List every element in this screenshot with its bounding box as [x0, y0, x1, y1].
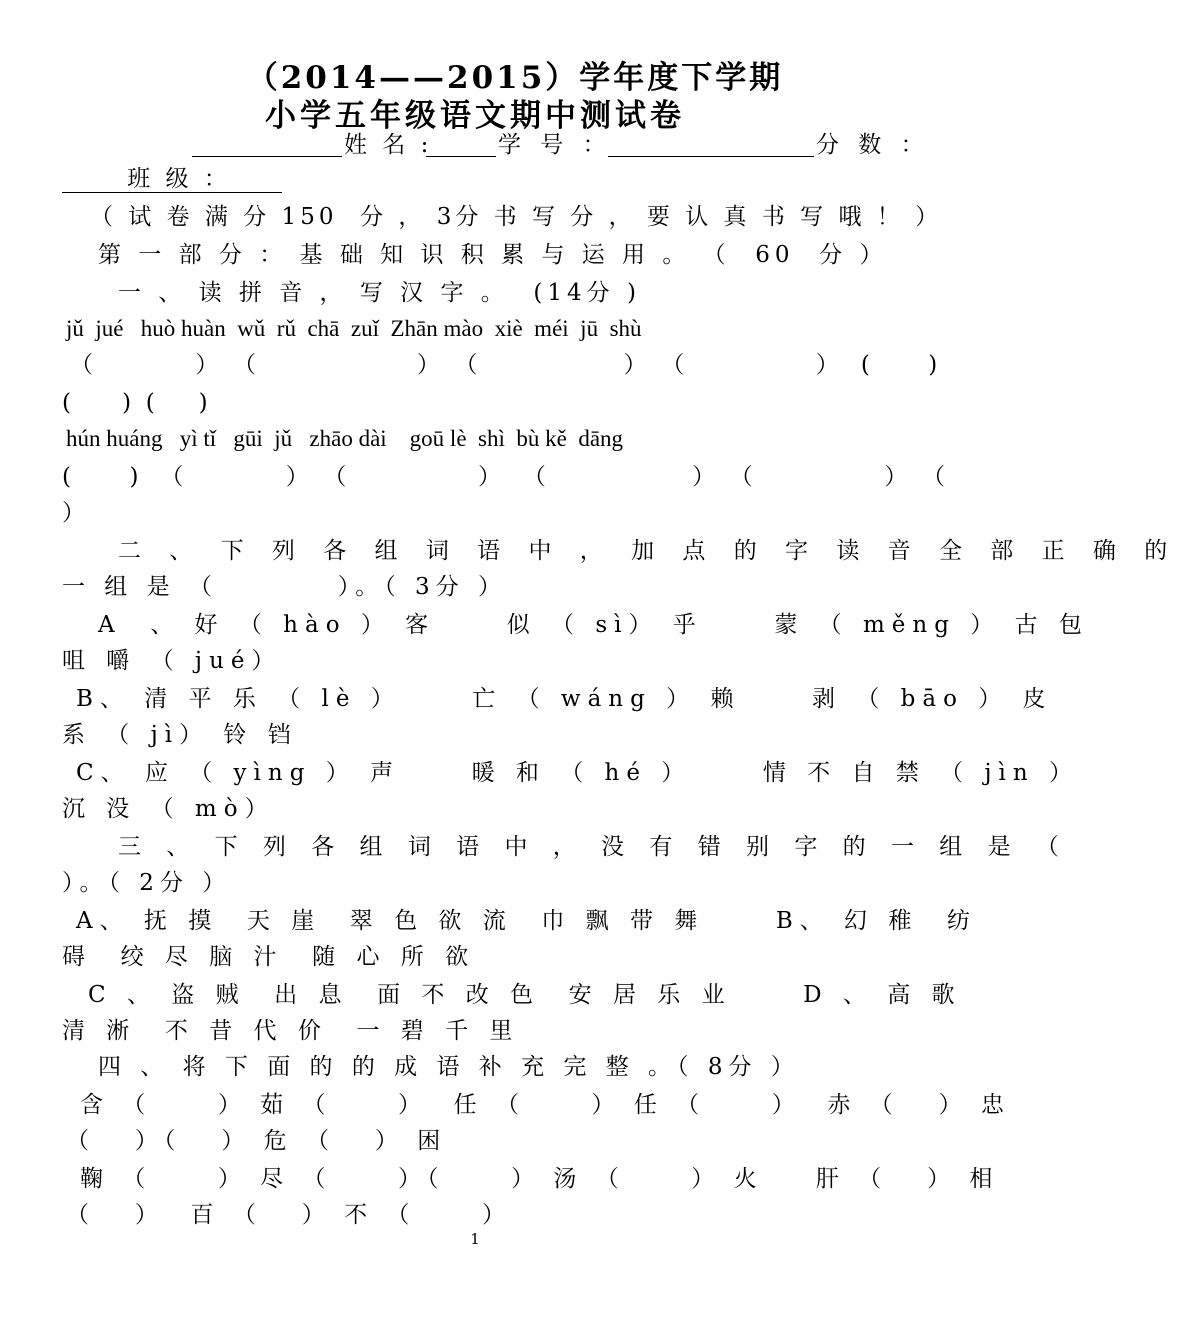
page-number: 1 — [470, 1230, 480, 1248]
name-blank[interactable] — [426, 156, 496, 157]
q2-heading-line1: 二 、 下 列 各 组 词 语 中 ， 加 点 的 字 读 音 全 部 正 确 的 — [118, 538, 1178, 564]
q4-row2[interactable]: 鞠 （ ） 尽 （ ）（ ） 汤 （ ） 火 肝 （ ） 相 — [80, 1166, 999, 1192]
exam-title: 小学五年级语文期中测试卷 — [265, 98, 685, 134]
q4-row2b[interactable]: （ ） 百 （ ） 不 （ ） — [66, 1202, 511, 1228]
q4-row1b[interactable]: （ ）（ ） 危 （ ） 困 — [66, 1128, 447, 1154]
q1-blanks-row1b[interactable]: ( ) ( ) — [62, 390, 208, 416]
class-blank[interactable] — [192, 156, 342, 157]
q2-option-c-line2: 沉 没 （ mò） — [62, 796, 275, 822]
score-label: 分 数 ： — [816, 132, 930, 158]
score-blank[interactable] — [62, 192, 282, 193]
q2-heading-line2: 一 组 是 （ ）。（ 3分 ） — [62, 574, 507, 600]
exam-title-year: （2014——2015）学年度下学期 — [246, 60, 784, 96]
q4-heading: 四 、 将 下 面 的 的 成 语 补 充 完 整 。（ 8分 ） — [98, 1054, 800, 1080]
q2-option-a-line1: A 、 好 （ hào ） 客 似 （ sì） 乎 蒙 （ měng ） 古 包 — [98, 612, 1089, 638]
q2-option-b-line1: B、 清 平 乐 （ lè ） 亡 （ wáng ） 赖 剥 （ bāo ） 皮 — [76, 686, 1053, 712]
q1-pinyin-row2: hún huáng yì tǐ gūi jǔ zhāo dài goū lè shì bù kě dāng — [66, 426, 624, 451]
q2-option-b-line2: 系 （ jì） 铃 铛 — [62, 722, 298, 748]
q3-options-ab-line1: A、 抚 摸 天 崖 翠 色 欲 流 巾 飘 带 舞 B、 幻 稚 纺 — [76, 908, 977, 934]
exam-note: （ 试 卷 满 分 150 分 ， 3分 书 写 分 ， 要 认 真 书 写 哦 ！ ） — [90, 204, 943, 230]
student-id-blank[interactable] — [608, 156, 814, 157]
q1-blanks-row2b[interactable]: ） — [62, 500, 85, 526]
q1-blanks-row2[interactable]: ( ) （ ） （ ） （ ） （ ） （ — [62, 464, 945, 490]
q3-heading-line2: ）。（ 2分 ） — [62, 870, 232, 896]
q4-row1[interactable]: 含 （ ） 茹 （ ） 任 （ ） 任 （ ） 赤 （ ） 忠 — [80, 1092, 1010, 1118]
student-id-label: 学 号 ： — [498, 132, 612, 158]
q1-heading: 一 、 读 拼 音 ， 写 汉 字 。 (14分 ) — [118, 280, 641, 306]
q1-pinyin-row1: jǔ jué huò huàn wǔ rǔ chā zuǐ Zhān mào xiè méi jū shù — [66, 316, 642, 341]
class-label: 班 级 ： — [127, 166, 231, 192]
q3-options-ab-line2: 碍 绞 尽 脑 汁 随 心 所 欲 — [62, 944, 476, 970]
q3-options-cd-line2: 清 淅 不 昔 代 价 一 碧 千 里 — [62, 1018, 520, 1044]
part1-heading: 第 一 部 分 ： 基 础 知 识 积 累 与 运 用 。 （ 60 分 ） — [98, 242, 888, 268]
q3-heading-line1: 三 、 下 列 各 组 词 语 中 ， 没 有 错 别 字 的 一 组 是 （ — [118, 834, 1068, 860]
q1-blanks-row1[interactable]: （ ） （ ） （ ） （ ） ( ) — [70, 352, 938, 378]
q2-option-a-line2: 咀 嚼 （ jué） — [62, 648, 282, 674]
name-label: 姓 名 : — [344, 132, 433, 158]
q3-options-cd-line1: C 、 盗 贼 出 息 面 不 改 色 安 居 乐 业 D 、 高 歌 — [88, 982, 962, 1008]
q2-option-c-line1: C、 应 （ yìng ） 声 暖 和 （ hé ） 情 不 自 禁 （ jìn ） — [76, 760, 1079, 786]
